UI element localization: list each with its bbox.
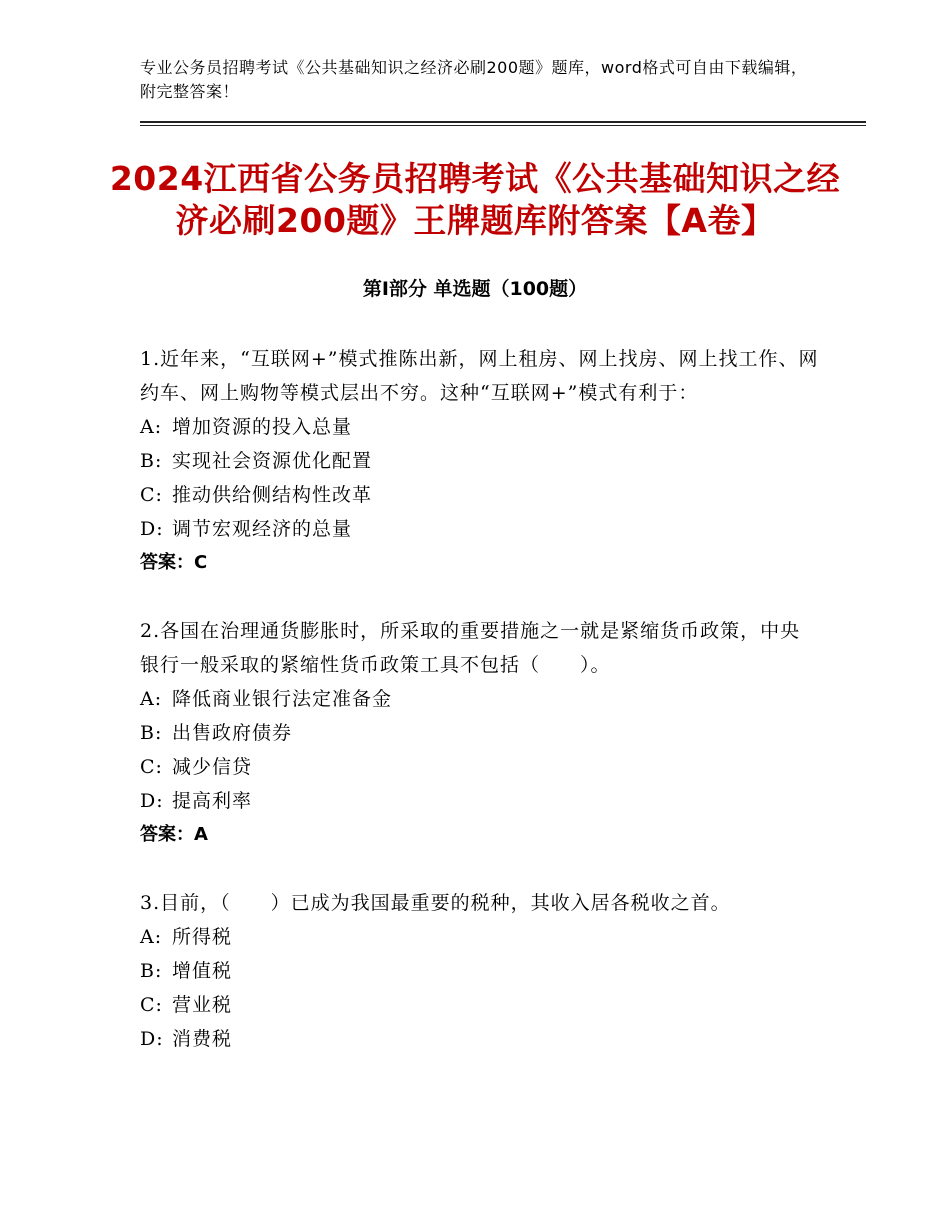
- question-stem: 1.近年来，“互联网+”模式推陈出新，网上租房、网上找房、网上找工作、网约车、网上购物等模式层出不穷。这种“互联网+”模式有利于：: [140, 348, 819, 404]
- answer-label: 答案：A: [140, 824, 208, 845]
- option-a: [140, 410, 820, 444]
- option-b: [140, 954, 820, 988]
- option-text: 实现社会资源优化配置: [172, 450, 373, 472]
- option-text: 调节宏观经济的总量: [172, 518, 353, 540]
- option-d: [140, 512, 820, 546]
- option-text: 所得税: [172, 926, 233, 948]
- option-a: [140, 920, 820, 954]
- option-d: [140, 1022, 820, 1056]
- option-letter: A:: [140, 416, 163, 438]
- option-text: 增值税: [172, 960, 233, 982]
- header-note: 专业公务员招聘考试《公共基础知识之经济必刷200题》题库，word格式可自由下载编辑，附完整答案！: [140, 58, 808, 101]
- option-text: 出售政府债券: [172, 722, 293, 744]
- option-text: 消费税: [172, 1028, 233, 1050]
- section-heading: 第Ⅰ部分 单选题（100题）: [362, 278, 588, 300]
- option-text: 减少信贷: [172, 756, 253, 778]
- header-divider-thin: [140, 125, 866, 126]
- answer-label: 答案：C: [140, 552, 208, 573]
- question-stem: 3.目前，（ ）已成为我国最重要的税种，其收入居各税收之首。: [140, 892, 731, 914]
- question-3: [140, 886, 820, 1056]
- option-text: 营业税: [172, 994, 233, 1016]
- option-letter: B:: [140, 960, 163, 982]
- header-divider: [140, 121, 866, 123]
- option-c: [140, 988, 820, 1022]
- option-letter: A:: [140, 688, 163, 710]
- option-letter: C:: [140, 484, 163, 506]
- option-letter: D:: [140, 518, 164, 540]
- option-letter: D:: [140, 790, 164, 812]
- option-text: 降低商业银行法定准备金: [172, 688, 393, 710]
- option-letter: A:: [140, 926, 163, 948]
- question-2: [140, 614, 820, 852]
- option-c: [140, 478, 820, 512]
- option-text: 推动供给侧结构性改革: [172, 484, 373, 506]
- question-1: [140, 342, 820, 580]
- question-list: [140, 342, 820, 1090]
- option-letter: B:: [140, 722, 163, 744]
- option-c: [140, 750, 820, 784]
- option-letter: C:: [140, 756, 163, 778]
- option-d: [140, 784, 820, 818]
- option-letter: B:: [140, 450, 163, 472]
- option-text: 增加资源的投入总量: [172, 416, 353, 438]
- option-letter: C:: [140, 994, 163, 1016]
- option-b: [140, 716, 820, 750]
- option-letter: D:: [140, 1028, 164, 1050]
- option-b: [140, 444, 820, 478]
- option-text: 提高利率: [172, 790, 253, 812]
- document-title: 2024江西省公务员招聘考试《公共基础知识之经济必刷200题》王牌题库附答案【A卷】: [109, 159, 841, 240]
- question-stem: 2.各国在治理通货膨胀时，所采取的重要措施之一就是紧缩货币政策，中央银行一般采取的紧缩性货币政策工具不包括（ ）。: [140, 620, 801, 676]
- option-a: [140, 682, 820, 716]
